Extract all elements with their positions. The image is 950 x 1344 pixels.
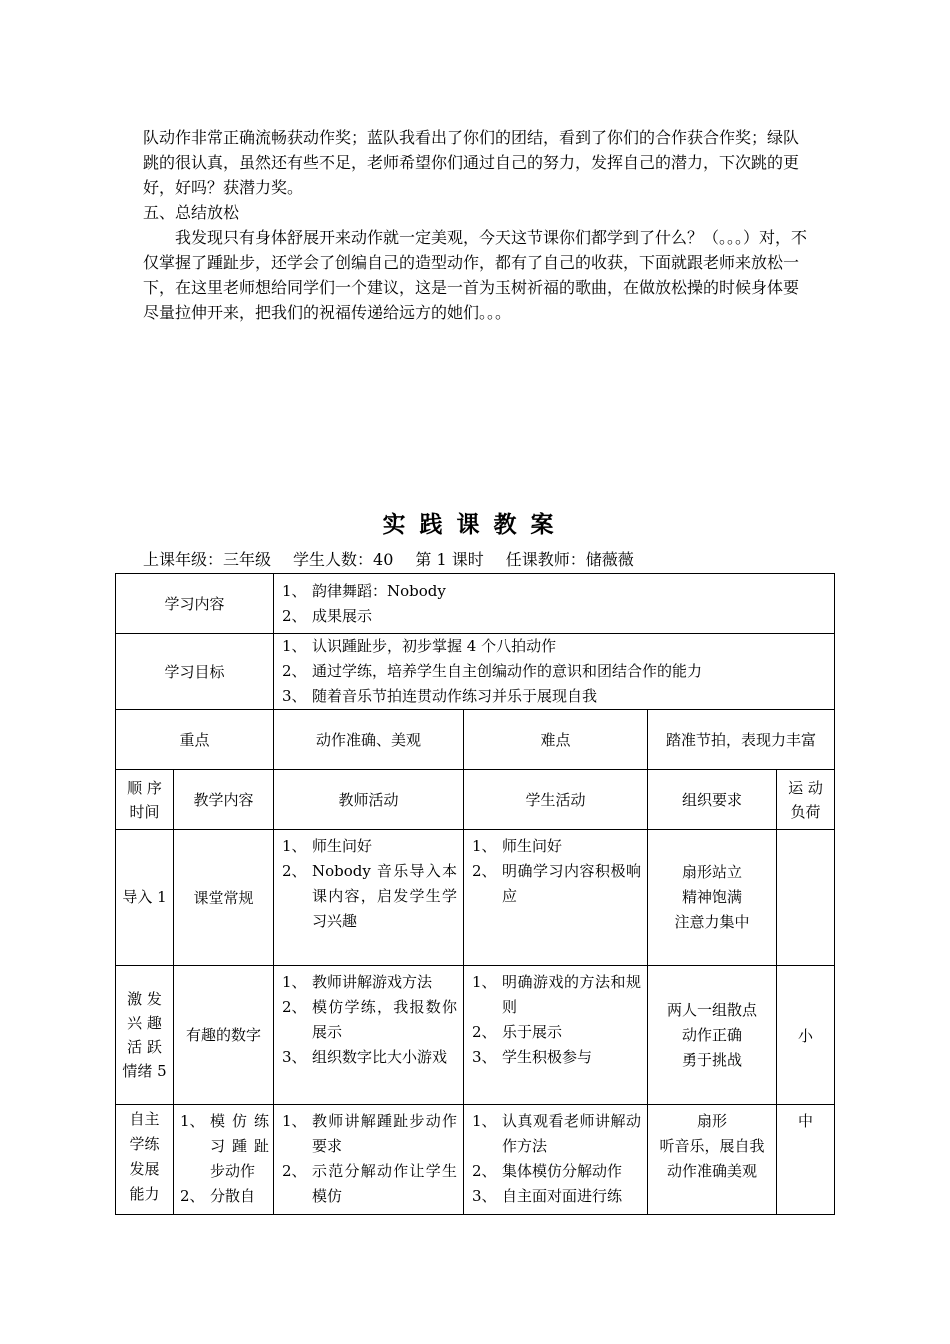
teacher-name: 任课教师：储薇薇 bbox=[505, 550, 634, 569]
lesson-number: 第 1 课时 bbox=[415, 550, 484, 569]
list-item: 3、 组织数字比大小游戏 bbox=[282, 1048, 448, 1066]
list-item: 3、 学生积极参与 bbox=[472, 1048, 593, 1066]
list-item: 2、 通过学练，培养学生自主创编动作的意识和团结合作的能力 bbox=[282, 662, 703, 680]
list-item: 2、 示范分解动作让学生模仿 bbox=[282, 1162, 458, 1205]
table-row bbox=[116, 966, 835, 1105]
key-value: 动作准确、美观 bbox=[274, 710, 464, 770]
row-content: 课堂常规 bbox=[174, 830, 274, 966]
student-count: 学生人数：40 bbox=[293, 550, 394, 569]
row-load bbox=[777, 830, 835, 966]
goal-cell bbox=[274, 634, 835, 710]
row-student bbox=[464, 830, 648, 966]
list-item: 1、 韵律舞蹈：Nobody bbox=[282, 581, 446, 600]
list-item: 1、 模仿练习踵趾步动作 bbox=[180, 1112, 270, 1180]
content-cell bbox=[274, 574, 835, 634]
list-item: 1、 教师讲解游戏方法 bbox=[282, 973, 433, 991]
section-heading-summary: 五、总结放松 bbox=[143, 203, 240, 222]
list-item: 1、 认真观看老师讲解动作方法 bbox=[472, 1112, 642, 1155]
header-teacher: 教师活动 bbox=[274, 770, 464, 830]
key-label: 重点 bbox=[116, 710, 274, 770]
row-teacher bbox=[274, 1105, 464, 1215]
paragraph-awards: 队动作非常正确流畅获动作奖；蓝队我看出了你们的团结，看到了你们的合作获合作奖；绿队跳的很认真，虽然还有些不足，老师希望你们通过自己的努力，发挥自己的潜力，下次跳的更好，好吗？获潜力奖。 bbox=[143, 128, 800, 197]
plan-meta bbox=[143, 548, 656, 572]
list-item: 1、 教师讲解踵趾步动作要求 bbox=[282, 1112, 458, 1155]
header-load: 运 动 负荷 bbox=[777, 770, 835, 830]
hard-value: 踏准节拍，表现力丰富 bbox=[648, 710, 835, 770]
list-item: 2、 Nobody 音乐导入本课内容，启发学生学习兴趣 bbox=[282, 862, 458, 930]
list-item: 1、 明确游戏的方法和规则 bbox=[472, 973, 642, 1016]
list-item: 1、 师生问好 bbox=[472, 837, 563, 855]
plan-title: 实践课教案 bbox=[382, 511, 568, 538]
hard-label: 难点 bbox=[464, 710, 648, 770]
list-item: 2、 乐于展示 bbox=[472, 1023, 563, 1041]
list-item: 2、 明确学习内容积极响应 bbox=[472, 862, 642, 905]
header-content: 教学内容 bbox=[174, 770, 274, 830]
row-content bbox=[174, 1105, 274, 1215]
list-item: 3、 随着音乐节拍连贯动作练习并乐于展现自我 bbox=[282, 687, 598, 705]
goal-label: 学习目标 bbox=[116, 634, 274, 710]
row-order: 激 发 兴 趣 活 跃 情绪 5 bbox=[116, 966, 174, 1105]
table-row bbox=[116, 1105, 835, 1215]
row-order: 导入 1 bbox=[116, 830, 174, 966]
header-order: 顺 序 时间 bbox=[116, 770, 174, 830]
list-item: 3、 自主面对面进行练 bbox=[472, 1187, 623, 1205]
row-org: 扇形 听音乐，展自我 动作准确美观 bbox=[648, 1105, 777, 1215]
list-item: 2、 成果展示 bbox=[282, 606, 373, 625]
grade: 上课年级：三年级 bbox=[143, 550, 272, 569]
row-teacher bbox=[274, 966, 464, 1105]
row-teacher bbox=[274, 830, 464, 966]
row-load: 小 bbox=[777, 966, 835, 1105]
row-org: 扇形站立 精神饱满 注意力集中 bbox=[648, 830, 777, 966]
row-student bbox=[464, 1105, 648, 1215]
table-row bbox=[116, 830, 835, 966]
list-item: 2、 分散自 bbox=[180, 1187, 256, 1205]
content-label: 学习内容 bbox=[116, 574, 274, 634]
lesson-plan-table bbox=[115, 573, 835, 1215]
list-item: 2、 模仿学练，我报数你展示 bbox=[282, 998, 458, 1041]
row-content: 有趣的数字 bbox=[174, 966, 274, 1105]
list-item: 2、 集体模仿分解动作 bbox=[472, 1162, 623, 1180]
row-student bbox=[464, 966, 648, 1105]
row-order: 自主 学练 发展 能力 bbox=[116, 1105, 174, 1215]
row-org: 两人一组散点 动作正确 勇于挑战 bbox=[648, 966, 777, 1105]
header-org: 组织要求 bbox=[648, 770, 777, 830]
row-load: 中 bbox=[777, 1105, 835, 1215]
list-item: 1、 认识踵趾步，初步掌握 4 个八拍动作 bbox=[282, 637, 557, 655]
header-student: 学生活动 bbox=[464, 770, 648, 830]
paragraph-summary: 我发现只有身体舒展开来动作就一定美观，今天这节课你们都学到了什么？（。。。）对，不仅掌握了踵趾步，还学会了创编自己的造型动作，都有了自己的收获，下面就跟老师来放松一下，在这里老师想给同学们一个建议，这是一首为玉树祈福的歌曲，在做放松操的时候身体要尽量拉伸开来，把我们的祝福传递给远方的她们。。。 bbox=[143, 228, 808, 322]
list-item: 1、 师生问好 bbox=[282, 837, 373, 855]
